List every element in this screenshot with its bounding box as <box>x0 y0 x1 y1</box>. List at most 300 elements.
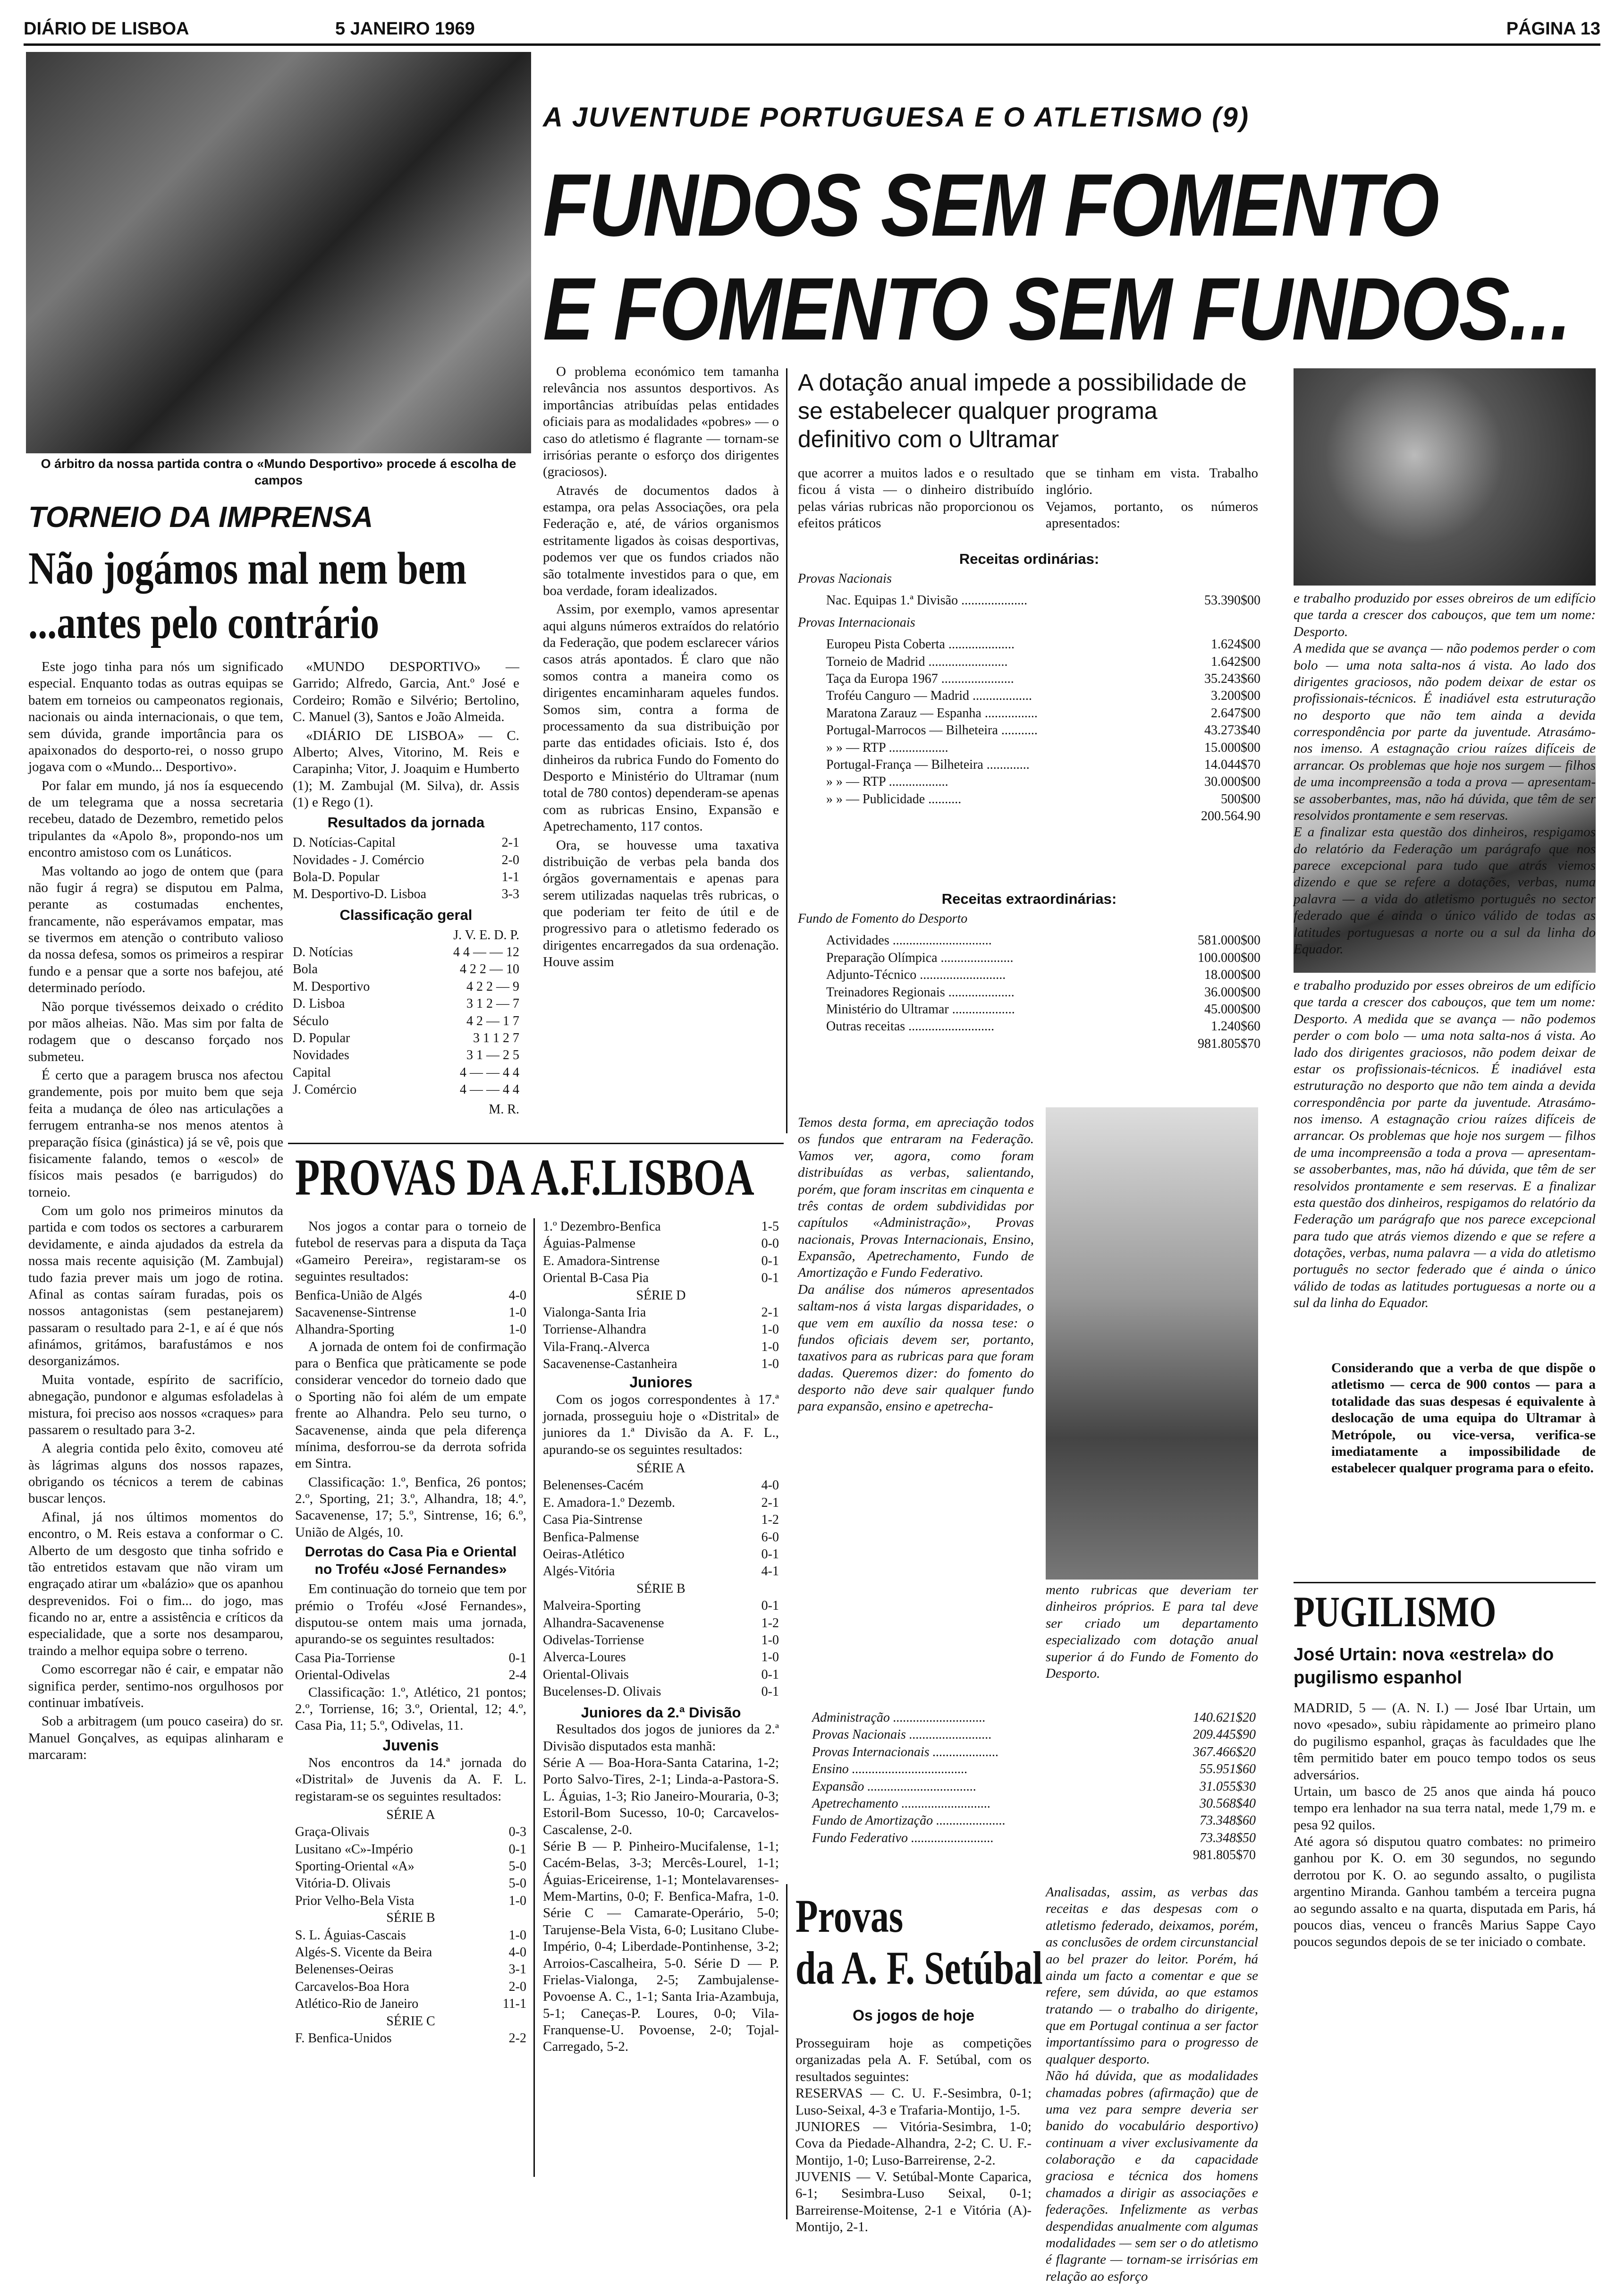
receita-row-label: Nac. Equipas 1.ª Divisão .................... <box>826 593 1028 608</box>
result-row-value: 2-1 <box>761 1305 779 1320</box>
setubal-subtitle: Os jogos de hoje <box>853 2007 974 2024</box>
receita-row-value: 2.647$00 <box>1211 705 1260 721</box>
paragraph: Nos jogos a contar para o torneio de futebol de reservas para a disputa da Taça «Gameiro Pereira», registaram-se os seguintes resultados: <box>295 1219 526 1284</box>
result-row-label: Lusitano «C»-Império <box>295 1842 413 1857</box>
result-row-label: Vialonga-Santa Iria <box>543 1305 646 1320</box>
classification-row <box>293 995 519 1012</box>
paragraph: Resultados dos jogos de juniores da 2.ª Divisão disputados esta manhã: Série A — Boa-Hora-Santa Catarina, 1-2; Porto Salvo-Tires, 2-1; Linda-a-Pastora-S. L. Águias, 1-3; Rio Janeiro-Mouraria, 0-3; Estoril-Bom Sucesso, 10-0; Carcavelos-Cascalense, 2-0. Série B — P. Pinheiro-Mucifalense, 1-1; Cacém-Belas, 3-3; Mercês-Lourel, 1-1; Águias-Ericeirense, 1-1; Montelavarenses-Mem-Martins, 0-0; F. Benfica-Mafra, 1-0. Série C — Camarate-Operário, 5-0; Tarujense-Bela Vista, 6-0; Lusitano Clube-Império, 0-4; Liberdade-Pontinhense, 3-2; Arroios-Cascalheira, 5-0. Série D — P. Frielas-Vialonga, 2-5; Zambujalense-Povoense A. C., 1-1; Santa Iria-Azambuja, 5-1; Caneças-P. Loures, 0-0; Vila-Franquense-U. Povoense, 2-0; Tojal-Carregado, 5-2. <box>543 1722 779 2055</box>
result-row <box>543 1495 779 1512</box>
subheading: Juniores da 2.ª Divisão <box>581 1704 741 1721</box>
receita-row-label: Taça da Europa 1967 ...................... <box>826 671 1014 686</box>
result-row <box>293 852 519 869</box>
paragraph: Nos encontros da 14.ª jornada do «Distrital» de Juvenis da A. F. L. registaram-se os seguintes resultados: <box>295 1755 526 1804</box>
result-row-value: 11-1 <box>502 1996 526 2012</box>
afl-juniores-serie-b <box>543 1597 779 1700</box>
classification-title: Classificação geral <box>339 906 473 923</box>
classification-row-value: 4 2 2 — 9 <box>466 979 519 994</box>
receita-row <box>826 688 1260 705</box>
result-row-label: Odivelas-Torriense <box>543 1632 644 1648</box>
receita-row-label: Adjunto-Técnico .......................... <box>826 968 1006 983</box>
result-row-value: 2-0 <box>508 1979 526 1994</box>
result-row <box>543 1546 779 1563</box>
result-row <box>543 1563 779 1580</box>
classification-row-value: 3 1 — 2 5 <box>466 1048 519 1063</box>
receita-row-value: 3.200$00 <box>1211 688 1260 704</box>
afl-results-serie-c <box>295 2030 526 2047</box>
result-row-label: M. Desportivo-D. Lisboa <box>293 887 427 902</box>
paragraph: Não porque tivéssemos deixado o crédito por mãos alheias. Não. Mas sim por falta de rodagem que o descanso forçado nos submeteu. <box>28 999 283 1064</box>
receita-row-value: 14.044$70 <box>1204 757 1260 772</box>
result-row-label: Algés-Vitória <box>543 1564 615 1579</box>
paragraph: Assim, por exemplo, vamos apresentar aqui alguns números extraídos do relatório da Federação, que podem esclarecer vários casos atrás apontados. É claro que não somos contra a maneira como os dirigentes encaminharam aqueles fundos. Somos sim, contra a forma de processamento da sua distribuição por parte das entidades oficiais. Isto é, dos dinheiros da rubrica Fundo do Fomento do Desporto e Ministério do Ultramar (num total de 780 contos) dependeram-se apenas com as rubricas Ensino, Expansão e Apetrechamento, 117 contos. <box>543 602 779 834</box>
despesa-row <box>812 1812 1256 1829</box>
despesa-row <box>812 1761 1256 1778</box>
receita-row <box>826 739 1260 756</box>
classification-row-value: 4 2 2 — 10 <box>460 962 519 977</box>
result-row-value: 2-1 <box>501 835 519 850</box>
result-row-label: Sporting-Oriental «A» <box>295 1859 414 1874</box>
receita-row-value: 100.000$00 <box>1198 950 1260 965</box>
despesas-table <box>812 1709 1256 1864</box>
paragraph: Em continuação do torneio que tem por prémio o Troféu «José Fernandes», disputou-se ontem mais uma jornada, apurando-se os seguintes resultados: <box>295 1581 526 1647</box>
receita-row-value: 500$00 <box>1221 791 1260 807</box>
result-row-label: Belenenses-Oeiras <box>295 1962 394 1977</box>
result-row-value: 0-1 <box>761 1253 779 1268</box>
page-header <box>24 14 1600 42</box>
despesa-row-value: 30.568$40 <box>1200 1796 1256 1811</box>
classification-row-label: D. Lisboa <box>293 996 345 1011</box>
atletismo-title-line1: FUNDOS SEM FOMENTO <box>543 155 1439 255</box>
receita-row <box>826 984 1260 1001</box>
classification-table <box>293 944 519 1099</box>
result-row-value: 0-1 <box>761 1547 779 1562</box>
classification-row-value: 4 4 — — 12 <box>453 944 519 960</box>
receita-row-value: 30.000$00 <box>1204 774 1260 790</box>
despesa-row-label: Fundo Federativo ......................... <box>812 1830 994 1845</box>
receita-row-label: Torneio de Madrid ........................ <box>826 654 1008 669</box>
result-row <box>543 1356 779 1373</box>
result-row-label: Alhandra-Sacavenense <box>543 1615 664 1631</box>
classification-row-label: Século <box>293 1013 329 1028</box>
receita-row <box>826 705 1260 722</box>
receita-row-value: 15.000$00 <box>1204 740 1260 755</box>
result-row-label: Novidades - J. Comércio <box>293 852 424 867</box>
paragraph: Por falar em mundo, já nos ía esquecendo de um telegrama que a nossa secretaria recebeu, datado de Dezembro, remetido pelos tripulantes da «Apolo 8», propondo-nos um encontro amistoso com os Lunáticos. <box>28 778 283 860</box>
atletismo-column-1 <box>543 364 779 1133</box>
result-row-value: 1-0 <box>761 1357 779 1372</box>
receita-row-label: Ministério do Ultramar ................... <box>826 1002 1015 1017</box>
paragraph: A alegria contida pelo êxito, comoveu até às lágrimas alguns dos nossos rapazes, obrigando os técnicos a terem de cabinas buscar lenços. <box>28 1441 283 1506</box>
result-row-value: 0-3 <box>508 1825 526 1840</box>
result-row-label: Benfica-Palmense <box>543 1529 639 1545</box>
result-row-label: Torriense-Alhandra <box>543 1322 646 1337</box>
table-rows <box>812 1709 1256 1847</box>
result-row-label: E. Amadora-1.º Dezemb. <box>543 1495 676 1510</box>
result-row-label: Casa Pia-Sintrense <box>543 1512 643 1528</box>
result-row <box>293 869 519 886</box>
author-signature: M. R. <box>489 1102 519 1117</box>
despesa-row-label: Fundo de Amortização ..................... <box>812 1813 1006 1828</box>
result-row-label: Casa Pia-Torriense <box>295 1650 395 1665</box>
classification-row <box>293 1013 519 1030</box>
table-group-label: Provas Nacionais <box>798 571 892 586</box>
afl-results-reservas <box>295 1287 526 1339</box>
atletismo-subhead: A dotação anual impede a possibilidade de se estabelecer qualquer programa definitivo com o Ultramar <box>798 369 1247 452</box>
despesa-row-label: Expansão ................................. <box>812 1779 977 1794</box>
result-row <box>293 834 519 851</box>
receita-row-label: » » — RTP .................. <box>826 774 948 790</box>
result-row-value: 0-1 <box>761 1271 779 1286</box>
series-label: SÉRIE B <box>636 1581 685 1596</box>
newspaper-name: DIÁRIO DE LISBOA <box>24 19 189 39</box>
result-row <box>543 1304 779 1321</box>
afl-column-2 <box>543 1218 779 2057</box>
receita-row-label: Portugal-Marrocos — Bilheteira ........... <box>826 723 1038 738</box>
lineup-mundo: «MUNDO DESPORTIVO» — Garrido; Alfredo, Garcia, Ant.º José e Cordeiro; Romão e Silvério; Bertolino, C. Manuel (3), Santos e João Almeida. <box>293 659 519 725</box>
receita-row-label: Treinadores Regionais .................... <box>826 985 1015 1000</box>
receita-row-value: 53.390$00 <box>1204 593 1260 608</box>
result-row-label: 1.º Dezembro-Benfica <box>543 1219 661 1234</box>
results-title: Resultados da jornada <box>327 814 485 831</box>
afl-results-serie-d <box>543 1304 779 1373</box>
receita-row <box>826 654 1260 671</box>
classification-header: J. V. E. D. P. <box>453 927 519 943</box>
column-rule <box>533 1218 535 2177</box>
receita-row <box>826 950 1260 967</box>
classification-row-value: 4 — — 4 4 <box>460 1065 519 1080</box>
torneio-headline: Não jogámos mal nem bem <box>28 543 467 594</box>
classification-row-value: 3 1 2 — 7 <box>466 996 519 1011</box>
result-row <box>543 1321 779 1338</box>
result-row-label: Sacavenense-Castanheira <box>543 1357 677 1372</box>
result-row <box>295 1893 526 1910</box>
paragraph: Sob a arbitragem (um pouco caseira) do sr. Manuel Gonçalves, as equipas alinharam e marcaram: <box>28 1714 283 1762</box>
paragraph: Classificação: 1.º, Atlético, 21 pontos; 2.º, Torriense, 16; 3.º, Oriental, 12; 4.º, Casa Pia, 11; 5.º, Odivelas, 11. <box>295 1684 526 1733</box>
despesa-row-value: 55.951$60 <box>1200 1762 1256 1777</box>
result-row-label: Águias-Palmense <box>543 1236 635 1251</box>
despesa-row-value: 73.348$60 <box>1200 1813 1256 1828</box>
pugilismo-title: PUGILISMO <box>1294 1588 1497 1636</box>
result-row <box>295 1304 526 1321</box>
table-rows <box>798 636 1260 808</box>
result-row-label: Prior Velho-Bela Vista <box>295 1893 414 1908</box>
receita-row-label: Portugal-França — Bilheteira ............. <box>826 757 1030 772</box>
result-row <box>295 1841 526 1858</box>
despesa-row <box>812 1830 1256 1847</box>
result-row <box>295 1824 526 1841</box>
classification-row <box>293 978 519 995</box>
result-row-label: Oriental-Olivais <box>543 1667 629 1682</box>
result-row-label: Alverca-Loures <box>543 1650 626 1665</box>
result-row <box>295 1650 526 1667</box>
classification-row-value: 4 — — 4 4 <box>460 1082 519 1097</box>
afl-juniores-serie-a <box>543 1477 779 1580</box>
atletismo-right-col-top: e trabalho produzido por esses obreiros de um edifício que tarda a crescer dos cabouços, que tem um nome: Desporto. A medida que se avança — não podemos perder o com bolo — uma nota salta-nos á vista. Ao lado dos dirigentes graciosos, não podem deixar de estar os profissionais-técnicos. É inadiável esta estruturação no desporto que não tem ainda a devida correspondência por parte da juventude. Atrasámo-nos imenso. A estagnação criou raízes difíceis de arrancar. Os problemas que hoje nos surgem — filhos de uma incompreensão a toda a prova — apresentam-se assoberbantes, mas, não há dúvida, que têm de ser resolvidos prontamente e sem reservas. E a finalizar esta questão dos dinheiros, respigamos do relatório da Federação um parágrafo que nos parece excepcional para tudo que atrás viemos dizendo e que se refere a dotações, verbas, numa palavra — a vida do atletismo português no sector federado que é ainda o único válido de todas as latitudes portuguesas a norte ou a sul da linha do Equador. <box>1294 591 1596 957</box>
series-label: SÉRIE A <box>386 1807 435 1822</box>
result-row-value: 1-0 <box>508 1322 526 1337</box>
referee-photo-caption: O árbitro da nossa partida contra o «Mundo Desportivo» procede á escolha de campos <box>41 457 516 488</box>
result-row <box>543 1597 779 1614</box>
despesa-row <box>812 1709 1256 1726</box>
result-row <box>543 1253 779 1270</box>
result-row <box>543 1666 779 1683</box>
receita-row-value: 1.624$00 <box>1211 637 1260 652</box>
result-row <box>295 1287 526 1304</box>
classification-row <box>293 1047 519 1064</box>
classification-row-label: D. Popular <box>293 1030 350 1045</box>
receita-row-value: 43.273$40 <box>1204 723 1260 738</box>
result-row <box>543 1632 779 1649</box>
result-row <box>543 1615 779 1632</box>
result-row-value: 5-0 <box>508 1876 526 1891</box>
athletes-photo <box>1046 1107 1258 1580</box>
result-row-label: Bucelenses-D. Olivais <box>543 1684 661 1699</box>
despesa-row-value: 73.348$50 <box>1200 1830 1256 1845</box>
setubal-body: Prosseguiram hoje as competições organizadas pela A. F. Setúbal, com os resultados seguintes: RESERVAS — C. U. F.-Sesimbra, 0-1; Luso-Seixal, 4-3 e Trafaria-Montijo, 1-5. JUNIORES — Vitória-Sesimbra, 1-0; Cova da Piedade-Alhandra, 2-2; C. U. F.-Montijo, 1-0; Luso-Barreirense, 2-2. JUVENIS — V. Setúbal-Monte Caparica, 6-1; Sesimbra-Luso Seixal, 0-1; Barreirense-Moitense, 2-1 e Vitória (A)-Montijo, 2-1. <box>795 2036 1032 2235</box>
result-row-label: S. L. Águias-Cascais <box>295 1928 406 1943</box>
atletismo-subcol-left: que acorrer a muitos lados e o resultado ficou á vista — o dinheiro distribuído pelas várias rubricas não proporcionou os efeitos práticos <box>798 466 1034 531</box>
result-row-value: 1-0 <box>761 1650 779 1665</box>
receita-row <box>826 967 1260 984</box>
receita-row-label: Maratona Zarauz — Espanha ................ <box>826 705 1038 721</box>
paragraph: Através de documentos dados à estampa, ora pelas Associações, ora pela Federação e, até, de vários organismos estritamente ligados às coisas desportivas, podemos ver que os fundos criados não são totalmente investidos para o que, em boa verdade, foram idealizados. <box>543 483 779 598</box>
result-row <box>543 1512 779 1529</box>
paragraph: Como escorregar não é cair, e empatar não significa perder, sentimo-nos orgulhosos por continuar imbatíveis. <box>28 1662 283 1710</box>
torneio-column-2 <box>293 659 519 1119</box>
paragraph: Ora, se houvesse uma taxativa distribuição de verbas pela banda dos órgãos governamentais e apenas para serem utilizadas naquelas três rubricas, o que poderiam ter feito de útil e de progressivo para o atletismo federado os dirigentes encarregados da sua ordenação. Houve assim <box>543 837 779 970</box>
receitas-ordinarias <box>798 548 1260 825</box>
torneio-column-1 <box>28 659 283 2042</box>
despesa-row <box>812 1726 1256 1743</box>
classification-row-label: Bola <box>293 962 318 977</box>
result-row-label: F. Benfica-Unidos <box>295 2031 392 2046</box>
result-row <box>543 1270 779 1287</box>
receita-row <box>826 1001 1260 1018</box>
classification-row-label: J. Comércio <box>293 1082 357 1097</box>
receita-row-value: 45.000$00 <box>1204 1002 1260 1017</box>
page-number: PÁGINA 13 <box>1506 19 1600 39</box>
result-row-label: E. Amadora-Sintrense <box>543 1253 660 1268</box>
pugilismo-headline: José Urtain: nova «estrela» do pugilismo espanhol <box>1294 1645 1554 1688</box>
despesa-row-value: 209.445$90 <box>1193 1727 1256 1742</box>
paragraph: Com os jogos correspondentes à 17.ª jornada, prosseguiu hoje o «Distrital» de juniores da 1.ª Divisão da A. F. L., apurando-se os seguintes resultados: <box>543 1392 779 1457</box>
receita-row <box>826 722 1260 739</box>
result-row-value: 4-1 <box>761 1564 779 1579</box>
goalkeeper-photo <box>1294 368 1596 586</box>
column-rule <box>786 368 787 1133</box>
receita-row-value: 581.000$00 <box>1198 933 1260 948</box>
despesa-row-label: Ensino ................................... <box>812 1762 968 1777</box>
afl-results-serie-a <box>295 1824 526 1910</box>
receita-row-label: » » — Publicidade .......... <box>826 791 962 807</box>
result-row-value: 3-1 <box>508 1962 526 1977</box>
result-row <box>543 1649 779 1666</box>
result-row-value: 0-1 <box>761 1598 779 1614</box>
paragraph: e trabalho produzido por esses obreiros de um edifício que tarda a crescer dos cabouços, que tem um nome: Desporto. A medida que se avança — não podemos perder o com bolo — uma nota salta-nos á vista. Ao lado dos dirigentes graciosos, não podem deixar de estar os profissionais-técnicos. É inadiável esta estruturação no desporto que não tem ainda a devida correspondência por parte da juventude. Atrasámo-nos imenso. A estagnação criou raízes difíceis de arrancar. Os problemas que hoje nos surgem — filhos de uma incompreensão a toda a prova — apresentam-se assoberbantes, mas, não há dúvida, que têm de ser resolvidos prontamente e sem reservas. E a finalizar esta questão dos dinheiros, respigamos do relatório da Federação um parágrafo que nos parece excepcional para tudo que atrás viemos dizendo e que se refere a dotações, verbas, numa palavra — a vida do atletismo português no sector federado que é ainda o único válido de todas as latitudes portuguesas a norte ou a sul da linha do Equador. <box>1294 978 1596 1311</box>
result-row-label: Graça-Olivais <box>295 1825 370 1840</box>
despesa-row <box>812 1778 1256 1795</box>
result-row-label: Oriental B-Casa Pia <box>543 1271 649 1286</box>
receita-row <box>826 932 1260 949</box>
table-title: Receitas ordinárias: <box>959 551 1100 567</box>
result-row <box>543 1339 779 1356</box>
receita-row-label: Actividades .............................. <box>826 933 992 948</box>
paragraph: Classificação: 1.º, Benfica, 26 pontos; 2.º, Sporting, 21; 3.º, Alhandra, 18; 4.º, Sacavenense, 17; 5.º, Sintrense, 16; 6.º, União de Algés, 10. <box>295 1474 526 1540</box>
result-row-value: 2-4 <box>508 1668 526 1683</box>
receita-row <box>826 791 1260 808</box>
receita-row-label: Europeu Pista Coberta .................... <box>826 637 1015 652</box>
result-row-label: Sacavenense-Sintrense <box>295 1305 416 1320</box>
result-row-label: Vitória-D. Olivais <box>295 1876 391 1891</box>
receita-row <box>826 756 1260 773</box>
despesa-row <box>812 1744 1256 1761</box>
result-row-value: 5-0 <box>508 1859 526 1874</box>
receita-row-value: 18.000$00 <box>1204 968 1260 983</box>
result-row-label: Atlético-Rio de Janeiro <box>295 1996 419 2012</box>
table-total: 981.805$70 <box>1193 1848 1256 1863</box>
receita-row <box>826 592 1260 609</box>
result-row <box>295 1944 526 1961</box>
result-row <box>295 1321 526 1338</box>
paragraph: Com um golo nos primeiros minutos da partida e com todos os sectores a carburarem devidamente, e ainda ajudados da estrela da nossa mais recente aquisição (M. Zambujal) tudo fazia prever mais um jogo de rotina. Afinal as contas saíram furadas, pois os nossos antagonistas (sem pestanejarem) passaram o resultado para 2-1, e aí é que nós afinámos, gritámos, barafustámos e nos desorganizámos. <box>28 1203 283 1369</box>
paragraph: Mas voltando ao jogo de ontem que (para não fugir á regra) se disputou em Palma, perante as costumadas enchentes, francamente, não esperávamos empatar, mas se tivermos em atenção o contributo valioso da nossa defesa, somos os primeiros a respirar fundo e a pensar que a sorte nos bafejou, até determinado período. <box>28 863 283 996</box>
paragraph: A jornada de ontem foi de confirmação para o Benfica que pràticamente se pode considerar vencedor do torneio dado que o Sporting não foi além de um empate frente ao Alhandra. Pelo seu turno, o Sacavenense, ainda que pela diferença mínima, desforrou-se da derrota sofrida em Sintra. <box>295 1339 526 1471</box>
receita-row <box>826 671 1260 688</box>
receita-row <box>826 1018 1260 1035</box>
result-row <box>295 1927 526 1944</box>
result-row-label: Oriental-Odivelas <box>295 1668 390 1683</box>
torneio-subheadline: ...antes pelo contrário <box>28 597 380 648</box>
atletismo-subcol-right: que se tinham em vista. Trabalho inglório. Vejamos, portanto, os números apresentados: <box>1046 466 1258 531</box>
result-row-label: Algés-S. Vicente da Beira <box>295 1945 432 1960</box>
afl-title: PROVAS DA A.F.LISBOA <box>295 1148 754 1206</box>
result-row-value: 1-0 <box>761 1339 779 1354</box>
result-row-value: 0-0 <box>761 1236 779 1251</box>
receita-row <box>826 773 1260 790</box>
result-row-label: Carcavelos-Boa Hora <box>295 1979 409 1994</box>
series-label: SÉRIE B <box>386 1911 435 1926</box>
result-row-label: Oeiras-Atlético <box>543 1547 625 1562</box>
result-row-label: D. Notícias-Capital <box>293 835 396 850</box>
result-row <box>295 1996 526 2013</box>
issue-date: 5 JANEIRO 1969 <box>335 19 475 39</box>
result-row <box>295 1961 526 1978</box>
receitas-extraordinarias <box>798 888 1260 1053</box>
paragraph: O problema económico tem tamanha relevância nos assuntos desportivos. As importâncias atribuídas pelas entidades oficiais para as modalidades «pobres» — o caso do atletismo é flagrante — tornam-se irrisórias perante o esforço dos dirigentes (graciosos). <box>543 364 779 480</box>
despesa-row-label: Administração ............................ <box>812 1710 986 1725</box>
result-row-value: 2-0 <box>501 852 519 867</box>
receita-row <box>826 636 1260 653</box>
afl-rule <box>288 1143 784 1144</box>
classification-row-label: Capital <box>293 1065 331 1080</box>
despesa-row-value: 140.621$20 <box>1193 1710 1256 1725</box>
classification-row-label: D. Notícias <box>293 944 353 960</box>
result-row-value: 4-0 <box>761 1478 779 1493</box>
table-rows <box>798 932 1260 1035</box>
receita-row-value: 1.240$60 <box>1211 1019 1260 1034</box>
series-label: SÉRIE D <box>636 1288 686 1303</box>
result-row-label: Vila-Franq.-Alverca <box>543 1339 650 1354</box>
despesa-row-label: Provas Internacionais .................... <box>812 1744 999 1759</box>
receita-row-label: » » — RTP .................. <box>826 740 948 755</box>
afl-results-juvenis-cont <box>543 1218 779 1287</box>
result-row-value: 0-1 <box>508 1650 526 1665</box>
receita-row-value: 35.243$60 <box>1204 671 1260 686</box>
result-row <box>295 1979 526 1996</box>
result-row-label: Bola-D. Popular <box>293 869 380 884</box>
series-label: SÉRIE A <box>636 1461 685 1476</box>
atletismo-right-col <box>1294 977 1596 1351</box>
setubal-title-line2: da A. F. Setúbal <box>795 1942 1043 1994</box>
classification-row-label: Novidades <box>293 1048 349 1063</box>
result-row <box>295 2030 526 2047</box>
result-row-value: 1-0 <box>508 1305 526 1320</box>
result-row-label: Malveira-Sporting <box>543 1598 641 1614</box>
table-group-label: Fundo de Fomento do Desporto <box>798 911 968 926</box>
table-total: 981.805$70 <box>1198 1036 1260 1051</box>
results-table <box>293 834 519 903</box>
result-row <box>543 1477 779 1494</box>
result-row-value: 1-0 <box>761 1322 779 1337</box>
subheading: Derrotas do Casa Pia e Oriental no Troféu «José Fernandes» <box>304 1544 517 1577</box>
result-row <box>543 1683 779 1700</box>
result-row-value: 4-0 <box>508 1288 526 1303</box>
result-row-value: 6-0 <box>761 1529 779 1545</box>
result-row-value: 0-1 <box>761 1667 779 1682</box>
paragraph: Muita vontade, espírito de sacrifício, abnegação, pundonor e algumas esfoladelas à mistura, foi preciso aos nossos «craques» para passarem o resultado para 3-2. <box>28 1372 283 1437</box>
setubal-title-line1: Provas <box>795 1890 904 1942</box>
classification-row-value: 3 1 1 2 7 <box>473 1030 519 1045</box>
despesa-row-label: Provas Nacionais ......................... <box>812 1727 992 1742</box>
classification-row-label: M. Desportivo <box>293 979 370 994</box>
lineup-diario: «DIÁRIO DE LISBOA» — C. Alberto; Alves, Vitorino, M. Reis e Carapinha; Vitor, J. Joaquim e Humberto (1); M. Zambujal (M. Silva), dr. Assis (1) e Rego (1). <box>293 728 519 810</box>
result-row-value: 1-5 <box>761 1219 779 1234</box>
result-row-value: 4-0 <box>508 1945 526 1960</box>
result-row <box>295 1858 526 1875</box>
despesa-row <box>812 1795 1256 1812</box>
atletismo-kicker: A JUVENTUDE PORTUGUESA E O ATLETISMO (9) <box>543 102 1250 133</box>
result-row-label: Alhandra-Sporting <box>295 1322 394 1337</box>
paragraph: É certo que a paragem brusca nos afectou grandemente, pois por muito bem que seja feita a mudança de óleo nas articulações a ferrugem entranha-se nos menos atentos à preparação física (ginástica) já se vê, pois que fisicamente falando, temos o «escol» de físicos mais pesados (e barrigudos) do torneio. <box>28 1068 283 1200</box>
atletismo-col-mid2: mento rubricas que deveriam ter dinheiros próprios. E para tal deve ser criado um departamento especializado com dotação anual superior á do Fundo de Fomento do Desporto. <box>1046 1582 1258 1681</box>
paragraph: Afinal, já nos últimos momentos do encontro, o M. Reis estava a conformar o C. Alberto de um desgosto que tinha sofrido e tão entretidos estavam que não viram um engraçado atirar um «balázio» que os apanhou desprevenidos. Foi o fim... do jogo, mas ficando no ar, entre a assistência e críticos da especialidade, que a sorte nos desamparou, traindo a melhor equipa sobre o terreno. <box>28 1509 283 1658</box>
result-row <box>295 1875 526 1892</box>
result-row-value: 3-3 <box>501 887 519 902</box>
referee-photo <box>26 52 531 453</box>
result-row-value: 1-0 <box>508 1893 526 1908</box>
afl-column-1 <box>295 1218 526 2047</box>
receita-row-value: 1.642$00 <box>1211 654 1260 669</box>
result-row-value: 1-2 <box>761 1512 779 1528</box>
result-row-value: 0-1 <box>508 1842 526 1857</box>
despesa-row-value: 367.466$20 <box>1193 1744 1256 1759</box>
classification-row <box>293 1030 519 1047</box>
afl-results-trofeu <box>295 1650 526 1684</box>
classification-row-value: 4 2 — 1 7 <box>466 1013 519 1028</box>
table-total: 200.564.90 <box>1201 809 1260 824</box>
result-row <box>295 1667 526 1684</box>
classification-row <box>293 1064 519 1081</box>
receita-row-label: Troféu Canguro — Madrid .................. <box>826 688 1032 704</box>
result-row <box>543 1529 779 1546</box>
despesa-row-value: 31.055$30 <box>1200 1779 1256 1794</box>
afl-results-serie-b <box>295 1927 526 2013</box>
atletismo-col-low: Analisadas, assim, as verbas das receitas e das despesas com o atletismo federado, deixamos, porém, as conclusões de ordem circunstancial ao bel prazer do leitor. Porém, há ainda um facto a comentar e que se refere, sem dúvida, ao que estamos tratando — o trabalho do dirigente, que em Portugal continua a ser factor importantíssimo para o progresso de qualquer desporto. Não há dúvida, que as modalidades chamadas pobres (afirmação) que de uma vez para sempre deveria ser banido do vocabulário desportivo) continuam a viver exclusivamente da colaboração e da capacidade graciosa e técnica dos homens chamados a dirigir as associações e federações. Infelizmente as verbas despendidas anualmente com algumas modalidades — sem ser o do atletismo é flagrante — tornam-se irrisórias em relação ao esforço <box>1046 1885 1258 2284</box>
classification-row <box>293 944 519 961</box>
subheading: Juniores <box>629 1373 693 1391</box>
classification-row <box>293 961 519 978</box>
result-row-value: 1-1 <box>501 869 519 884</box>
